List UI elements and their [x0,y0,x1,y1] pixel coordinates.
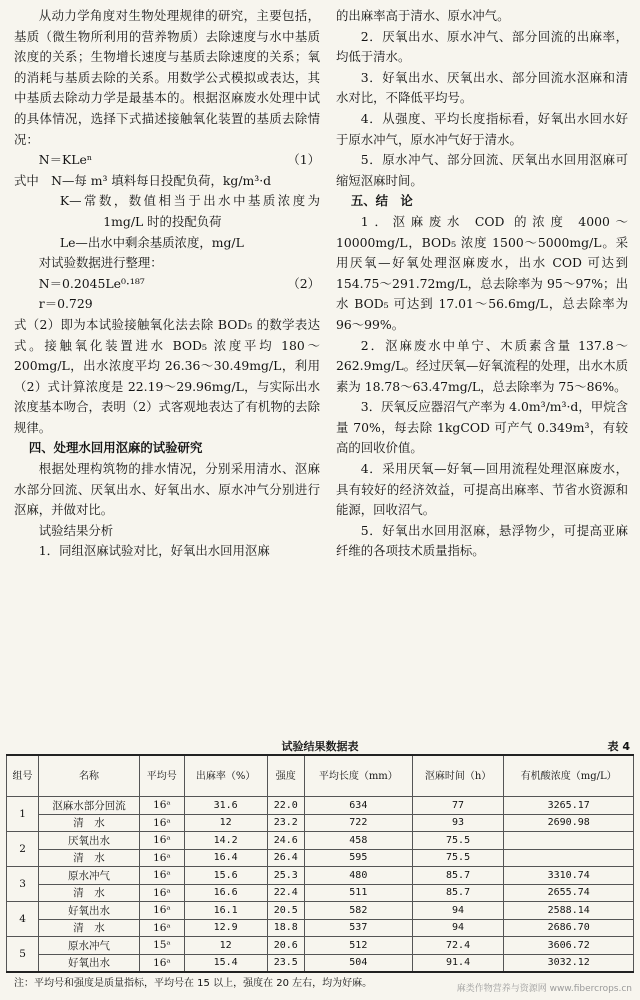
paragraph: K—常数，数值相当于出水中基质浓度为 1mg/L 时的投配负荷 [59,193,320,229]
table-cell: 20.6 [267,937,304,955]
table-cell: 22.4 [267,884,304,902]
table-cell: 18.8 [267,919,304,937]
table-cell: 12 [184,937,267,955]
table-cell [504,832,634,850]
table-cell: 原水冲气 [39,937,140,955]
table-cell: 3265.17 [504,797,634,815]
table-cell: 16ᵃ [139,919,184,937]
left-column [14,6,320,562]
paragraph: 5．原水冲气、部分回流、厌氧出水回用沤麻可缩短沤麻时间。 [336,152,628,188]
table-cell: 原水冲气 [39,867,140,885]
table-row [7,884,634,902]
table-cell: 511 [304,884,412,902]
watermark: 麻类作物营养与资源网 www.fibercrops.cn [456,984,632,994]
table-cell: 75.5 [412,849,504,867]
table-cell: 15.6 [184,867,267,885]
table-cell: 16.4 [184,849,267,867]
group-id-cell: 1 [7,797,39,832]
table-row [7,832,634,850]
table-cell: 20.5 [267,902,304,920]
equation [14,274,320,295]
group-id-cell: 5 [7,937,39,973]
table-cell: 93 [412,814,504,832]
table-cell: 85.7 [412,884,504,902]
table-row [7,902,634,920]
equation-number: （2） [287,275,320,291]
table-cell: 2686.70 [504,919,634,937]
column-header: 名称 [39,755,140,797]
column-header: 有机酸浓度（mg/L） [504,755,634,797]
table-cell: 3606.72 [504,937,634,955]
paragraph: 1．同组沤麻试验对比，好氧出水回用沤麻 [38,543,270,559]
group-id-cell: 2 [7,832,39,867]
table-row [7,797,634,815]
table-caption [6,736,634,754]
table-row [7,867,634,885]
table-cell: 512 [304,937,412,955]
table-cell: 94 [412,902,504,920]
table-cell: 77 [412,797,504,815]
table-cell: 16ᵃ [139,832,184,850]
table-cell: 595 [304,849,412,867]
table-cell: 16.1 [184,902,267,920]
column-header: 平均长度（mm） [304,755,412,797]
table-cell: 23.5 [267,954,304,972]
section-heading: 五、结 论 [350,193,413,209]
table-cell: 72.4 [412,937,504,955]
table-cell: 582 [304,902,412,920]
paragraph: 的出麻率高于清水、原水冲气。 [336,8,510,23]
table-row [7,954,634,972]
equation-text: N＝KLeⁿ [38,152,93,168]
table-row [7,937,634,955]
column-header: 出麻率（%） [184,755,267,797]
table-cell: 537 [304,919,412,937]
paragraph: Le—出水中剩余基质浓度，mg/L [59,234,244,250]
paragraph: 4．采用厌氧—好氧—回用流程处理沤麻废水，具有较好的经济效益，可提高出麻率、节省水资源和能源，回收沼气。 [336,461,628,518]
table-cell: 85.7 [412,867,504,885]
table-cell: 16ᵃ [139,954,184,972]
table-cell: 2690.98 [504,814,634,832]
table-cell: 91.4 [412,954,504,972]
paragraph: 2．厌氧出水、原水冲气、部分回流的出麻率，均低于清水。 [336,28,628,65]
table-cell: 722 [304,814,412,832]
paragraph: 4．从强度、平均长度指标看，好氧出水回水好于原水冲气，原水冲气好于清水。 [336,110,628,147]
column-header: 沤麻时间（h） [412,755,504,797]
table-cell: 清 水 [39,884,140,902]
table-cell: 22.0 [267,797,304,815]
paragraph: 对试验数据进行整理： [38,255,163,271]
table-cell: 12.9 [184,919,267,937]
table-cell: 3032.12 [504,954,634,972]
group-id-cell: 4 [7,902,39,937]
equation-number: （1） [287,152,320,168]
paragraph: 根据处理构筑物的排水情况，分别采用清水、沤麻水部分回流、厌氧出水、好氧出水、原水冲气分别进行沤麻，并做对比。 [14,461,320,518]
table-header-row [7,755,634,797]
table-cell: 14.2 [184,832,267,850]
paragraph: 试验结果分析 [38,522,114,538]
section-heading: 四、处理水回用沤麻的试验研究 [28,440,203,456]
column-header: 强度 [267,755,304,797]
table-cell: 24.6 [267,832,304,850]
equation-text: N＝0.2045Le⁰·¹⁸⁷ [38,275,145,291]
table-cell: 好氧出水 [39,954,140,972]
table-cell: 16ᵃ [139,849,184,867]
table-note: 注：平均号和强度是质量指标，平均号在 15 以上，强度在 20 左右，均为好麻。 [14,978,373,989]
column-header: 平均号 [139,755,184,797]
paragraph: 3．厌氧反应器沼气产率为 4.0m³/m³·d，甲烷含量 70%，每去除 1kgCOD 可产气 0.349m³，有较高的回收价值。 [336,399,628,456]
table-cell: 清 水 [39,849,140,867]
table-cell: 31.6 [184,797,267,815]
table-cell: 16.6 [184,884,267,902]
table-cell: 458 [304,832,412,850]
paragraph: 3．好氧出水、厌氧出水、部分回流水沤麻和清水对比，不降低平均号。 [336,69,628,106]
table-cell: 16ᵃ [139,867,184,885]
equation [14,294,320,315]
paragraph: 1．沤麻废水 COD 的浓度 4000～10000mg/L，BOD₅ 浓度 1500～5000mg/L。采用厌氧—好氧处理沤麻废水，出水 COD 可达到 154.75～291.72mg/L，总去除率为 95～97%；出水 BOD₅ 可达到 17.01～56.6mg/L，总去除率为 96～99%。 [336,213,628,332]
table-cell: 634 [304,797,412,815]
table-cell: 沤麻水部分回流 [39,797,140,815]
table-cell: 25.3 [267,867,304,885]
table-cell: 3310.74 [504,867,634,885]
table-cell: 清 水 [39,919,140,937]
table-cell: 2655.74 [504,884,634,902]
table-cell: 75.5 [412,832,504,850]
table-cell: 好氧出水 [39,902,140,920]
table-cell: 16ᵃ [139,814,184,832]
table-cell: 26.4 [267,849,304,867]
equation-text: r＝0.729 [38,296,93,312]
group-id-cell: 3 [7,867,39,902]
paragraph: 式中 N—每 m³ 填料每日投配负荷，kg/m³·d [14,172,272,188]
paragraph: 从动力学角度对生物处理规律的研究，主要包括，基质（微生物所利用的营养物质）去除速度与水中基质浓度的关系；生物增长速度与基质去除速度的关系；氧的消耗与基质去除的关系。用数学公式模拟或表达，其中基质去除动力学是最基本的。根据沤麻废水处理中试的具体情况，选择下式描述接触氧化装置的基质去除情况： [14,8,320,147]
table-cell [504,849,634,867]
table-cell: 16ᵃ [139,902,184,920]
table-number: 表 4 [607,740,630,753]
table-row [7,849,634,867]
paragraph: 式（2）即为本试验接触氧化法去除 BOD₅ 的数学表达式。接触氧化装置进水 BOD₅ 浓度平均 180～200mg/L，出水浓度平均 26.36～30.49mg/L，利用（2）式计算浓度是 22.19～29.96mg/L，与实际出水浓度基本吻合，表明（2）式客观地表达了有机物的去除规律。 [14,316,320,435]
table-cell: 15.4 [184,954,267,972]
table-cell: 2588.14 [504,902,634,920]
table-cell: 15ᵃ [139,937,184,955]
table-cell: 504 [304,954,412,972]
table-cell: 16ᵃ [139,884,184,902]
table-title: 试验结果数据表 [281,740,359,753]
table-cell: 厌氧出水 [39,832,140,850]
table-cell: 480 [304,867,412,885]
table-cell: 23.2 [267,814,304,832]
table-row [7,814,634,832]
results-table-block [6,736,634,973]
table-cell: 94 [412,919,504,937]
table-row [7,919,634,937]
paragraph: 5．好氧出水回用沤麻，悬浮物少，可提高亚麻纤维的各项技术质量指标。 [336,522,628,559]
table-cell: 16ᵃ [139,797,184,815]
column-header: 组号 [7,755,39,797]
table-cell: 清 水 [39,814,140,832]
paragraph: 2．沤麻废水中单宁、木质素含量 137.8～262.9mg/L。经过厌氧—好氧流程的处理，出水木质素为 18.78～63.47mg/L，总去除率为 75～86%。 [336,337,628,394]
right-column [336,6,628,562]
table-cell: 12 [184,814,267,832]
equation [14,150,320,171]
results-table [6,754,634,973]
